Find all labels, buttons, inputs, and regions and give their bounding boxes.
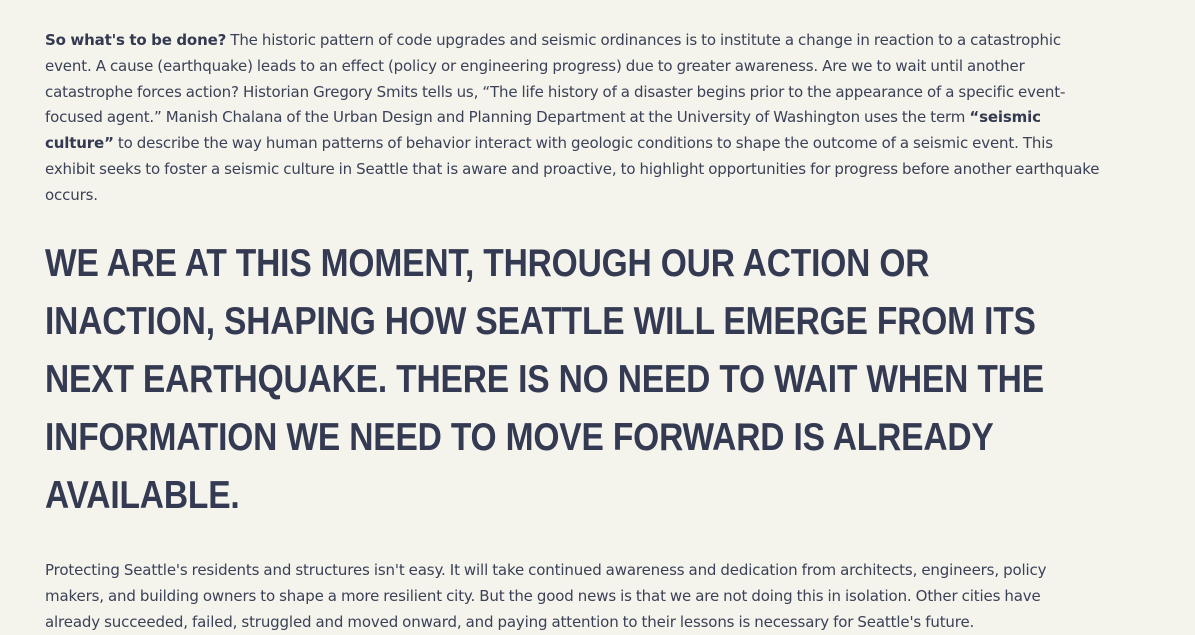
intro-text-after-term: to describe the way human patterns of behavior interact with geologic conditions to shape the outcome of a seismic event. This exhibit seeks to foster a seismic culture in Seattle that is aware and proactive, to highlight opportunities for progress before another earthquake occurs. <box>45 134 1100 204</box>
seismic-culture-term: “seismic culture” <box>45 108 1041 153</box>
article-body <box>45 28 1105 635</box>
intro-paragraph <box>45 28 1105 209</box>
intro-lead: So what's to be done? <box>45 31 227 49</box>
closing-paragraph: Protecting Seattle's residents and structures isn't easy. It will take continued awareness and dedication from architects, engineers, policy makers, and building owners to shape a more resilient city. But the good news is that we are not doing this in isolation. Other cities have already succeeded, failed, struggled and moved onward, and paying attention to their lessons is necessary for Seattle's future. <box>45 560 1047 631</box>
pull-quote: WE ARE AT THIS MOMENT, THROUGH OUR ACTION OR INACTION, SHAPING HOW SEATTLE WILL EMERGE FROM ITS NEXT EARTHQUAKE. THERE IS NO NEED TO WAIT WHEN THE INFORMATION WE NEED TO MOVE FORWARD IS ALREADY AVAILABLE. <box>45 241 1044 517</box>
intro-text-before-term: The historic pattern of code upgrades and seismic ordinances is to institute a change in reaction to a catastrophic event. A cause (earthquake) leads to an effect (policy or engineering progress) due to greater awareness. Are we to wait until another catastrophe forces action? Historian Gregory Smits tells us, “The life history of a disaster begins prior to the appearance of a specific event-focused agent.” Manish Chalana of the Urban Design and Planning Department at the University of Washington uses the term <box>45 31 1066 127</box>
